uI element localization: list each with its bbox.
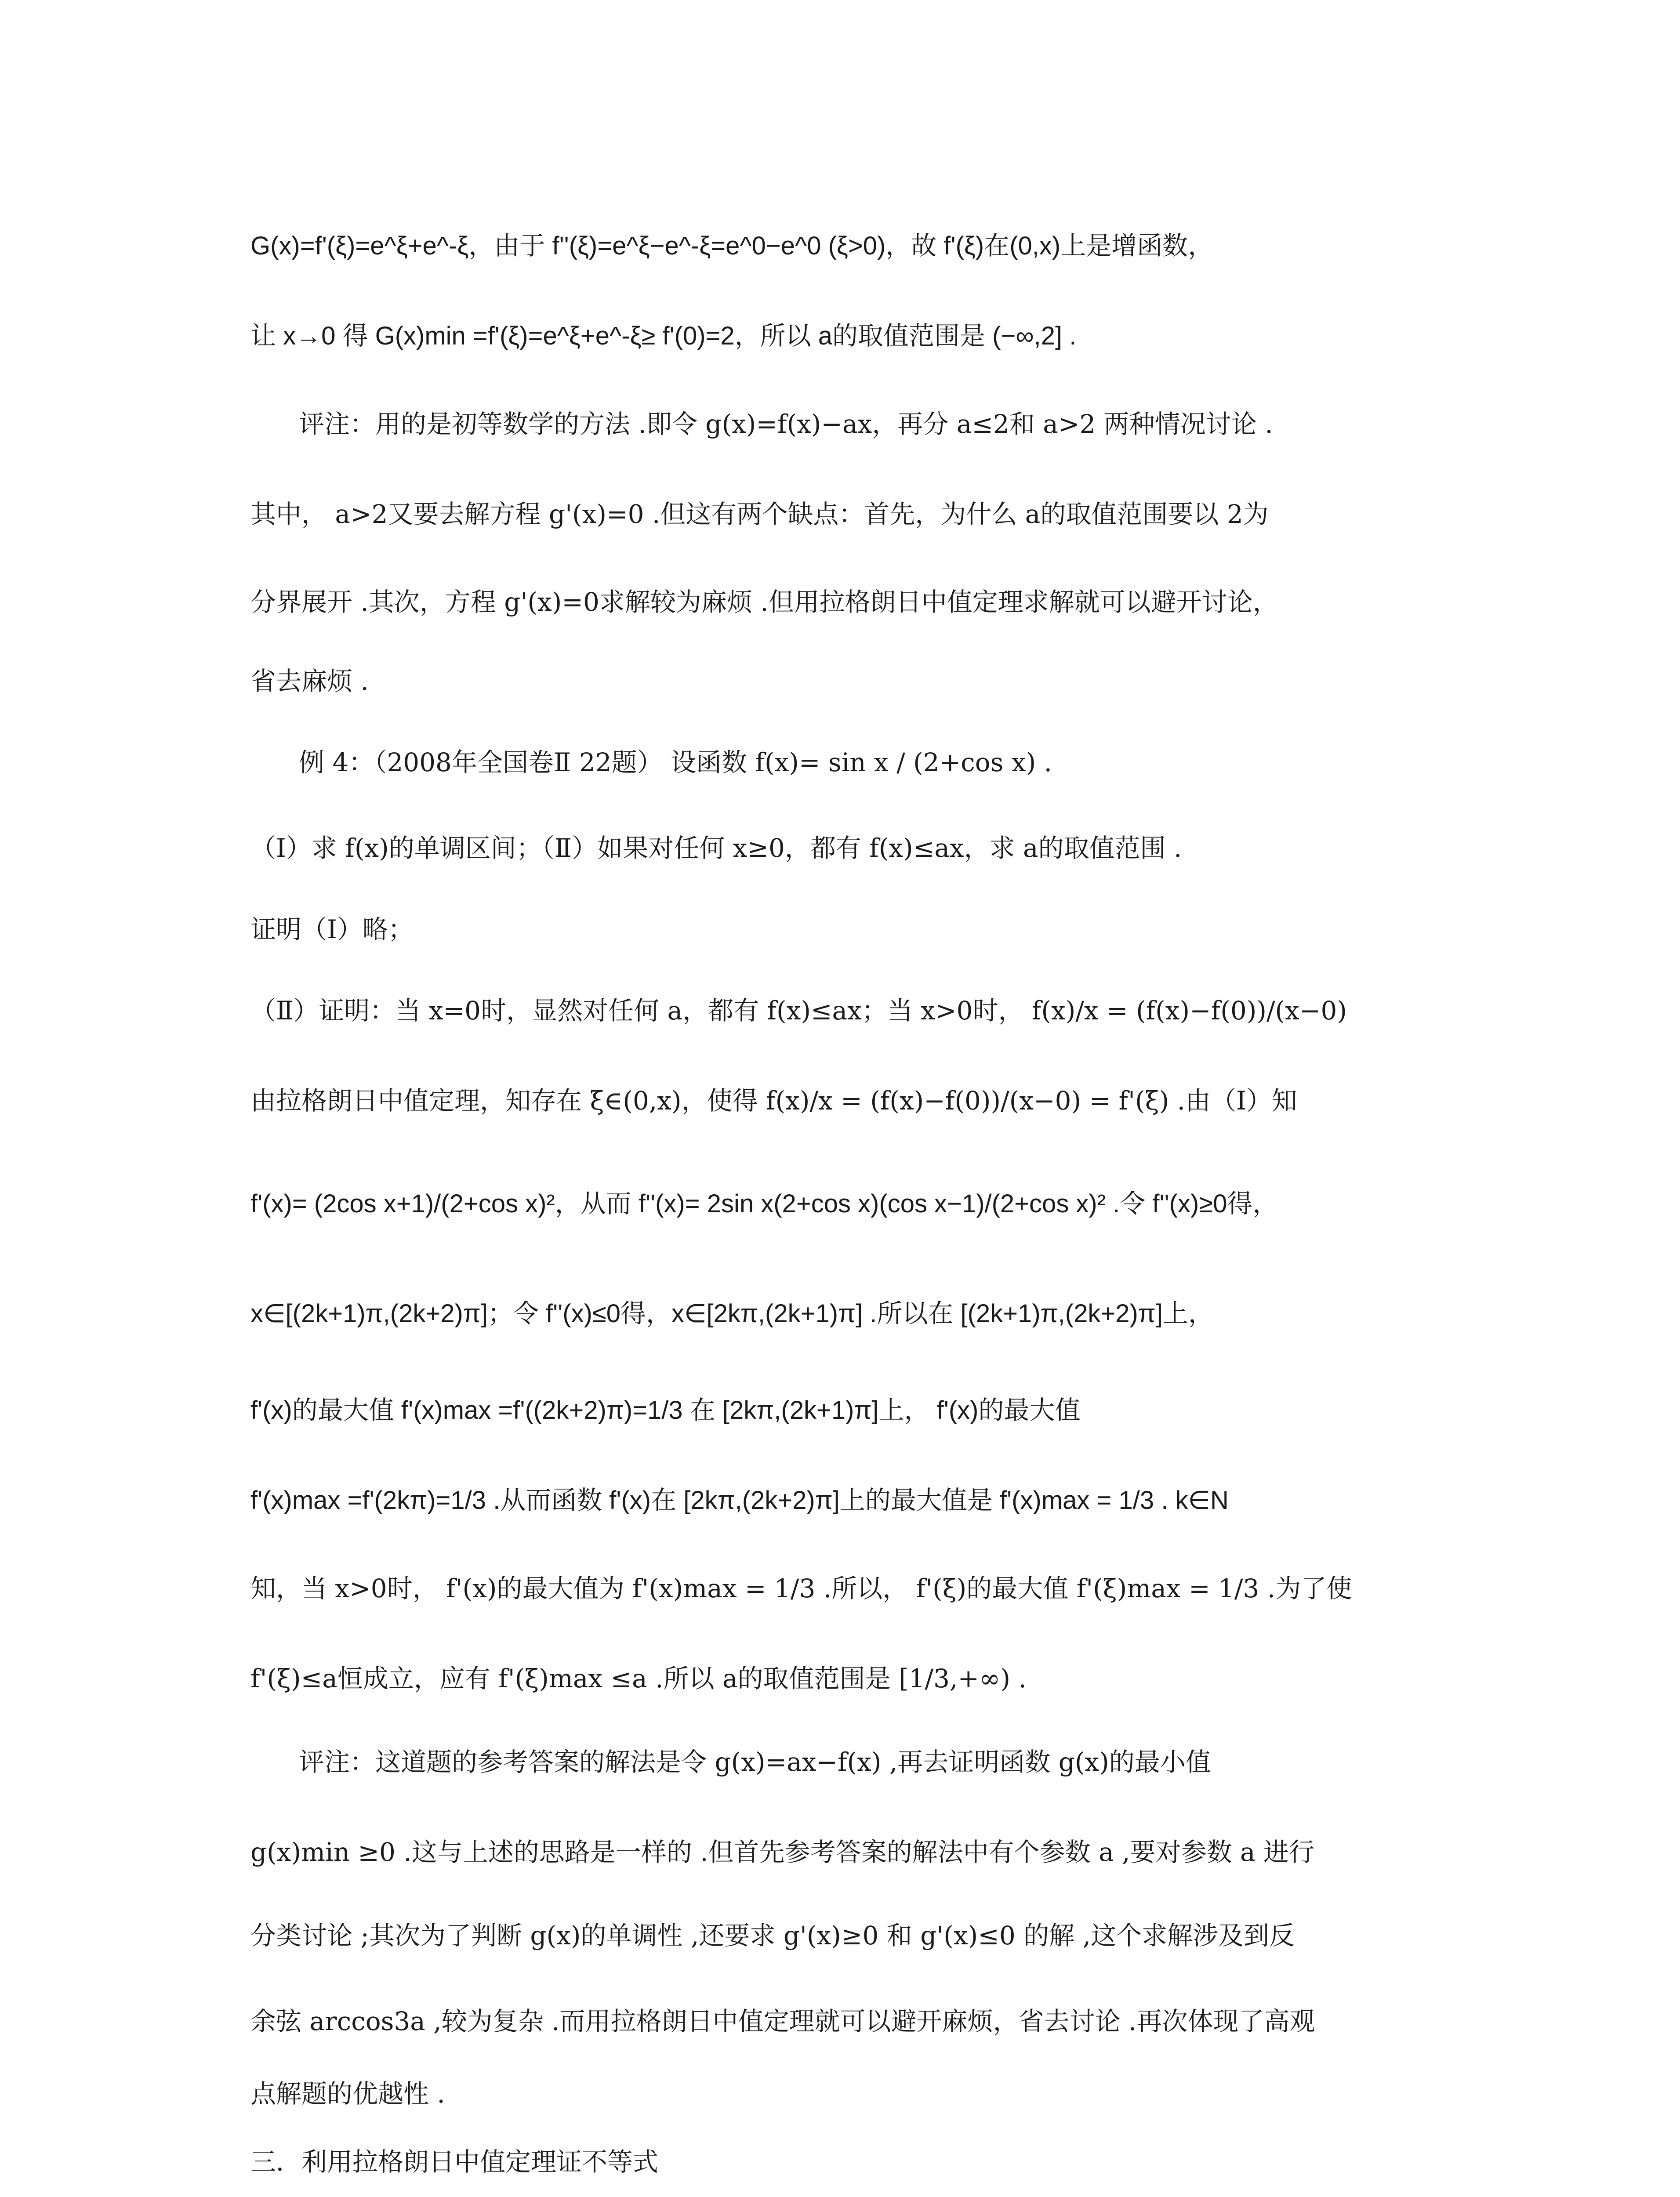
max-value-line-3: 知，当 x>0时， f'(x)的最大值为 f'(x)max = 1/3 .所以， f'(ξ)的最大值 f'(ξ)max = 1/3 .为了使 [250, 1573, 1352, 1603]
remark-line-4: 省去麻烦 . [250, 666, 369, 696]
remark-2-line-4: 余弦 arccos3a ,较为复杂 .而用拉格朗日中值定理就可以避开麻烦，省去讨论 .再次体现了高观 [250, 2006, 1315, 2036]
remark-2-line-3: 分类讨论 ;其次为了判断 g(x)的单调性 ,还要求 g'(x)≥0 和 g'(x)≤0 的解 ,这个求解涉及到反 [250, 1921, 1295, 1950]
example-4-heading: 例 4：（2008年全国卷Ⅱ 22题） 设函数 f(x)= sin x / (2+cos x) . [299, 747, 1052, 777]
proof-part-1: 证明（Ⅰ）略； [250, 914, 414, 944]
remark-2-line-2: g(x)min ≥0 .这与上述的思路是一样的 .但首先参考答案的解法中有个参数 a ,要对参数 a 进行 [250, 1837, 1315, 1867]
remark-2-line-1: 评注：这道题的参考答案的解法是令 g(x)=ax−f(x) ,再去证明函数 g(x)的最小值 [299, 1747, 1211, 1777]
remark-line-2: 其中， a>2又要去解方程 g'(x)=0 .但这有两个缺点：首先，为什么 a的取值范围要以 2为 [250, 499, 1269, 529]
remark-line-1: 评注：用的是初等数学的方法 .即令 g(x)=f(x)−ax，再分 a≤2和 a>2 两种情况讨论 . [299, 409, 1273, 439]
remark-2-line-5: 点解题的优越性 . [250, 2079, 445, 2109]
interval-line: x∈[(2k+1)π,(2k+2)π]；令 f''(x)≤0得，x∈[2kπ,(2k+1)π] .所以在 [(2k+1)π,(2k+2)π]上， [250, 1299, 1214, 1328]
proof-part-2-line-1: （Ⅱ）证明：当 x=0时，显然对任何 a，都有 f(x)≤ax；当 x>0时， f(x)/x = (f(x)−f(0))/(x−0) [250, 996, 1347, 1026]
section-heading: 三．利用拉格朗日中值定理证不等式 [250, 2147, 659, 2177]
derivative-line: f'(x)= (2cos x+1)/(2+cos x)²，从而 f''(x)= 2sin x(2+cos x)(cos x−1)/(2+cos x)² .令 f''(x)≥0得， [250, 1189, 1278, 1218]
text-line-1: G(x)=f'(ξ)=e^ξ+e^-ξ，由于 f''(ξ)=e^ξ−e^-ξ=e^0−e^0 (ξ>0)，故 f'(ξ)在(0,x)上是增函数， [250, 232, 1214, 260]
max-value-line-2: f'(x)max =f'(2kπ)=1/3 .从而函数 f'(x)在 [2kπ,(2k+2)π]上的最大值是 f'(x)max = 1/3 . k∈N [250, 1486, 1229, 1515]
proof-part-2-line-2: 由拉格朗日中值定理，知存在 ξ∈(0,x)，使得 f(x)/x = (f(x)−f(0))/(x−0) = f'(ξ) .由（Ⅰ）知 [250, 1086, 1297, 1116]
conclusion-line: f'(ξ)≤a恒成立，应有 f'(ξ)max ≤a .所以 a的取值范围是 [1/3,+∞) . [250, 1664, 1027, 1693]
problem-statement: （Ⅰ）求 f(x)的单调区间；（Ⅱ）如果对任何 x≥0，都有 f(x)≤ax，求 a的取值范围 . [250, 833, 1182, 863]
remark-line-3: 分界展开 .其次，方程 g'(x)=0求解较为麻烦 .但用拉格朗日中值定理求解就可以避开讨论， [250, 587, 1278, 617]
max-value-line-1: f'(x)的最大值 f'(x)max =f'((2k+2)π)=1/3 在 [2kπ,(2k+1)π]上， f'(x)的最大值 [250, 1396, 1081, 1425]
text-line-2: 让 x→0 得 G(x)min =f'(ξ)=e^ξ+e^-ξ≥ f'(0)=2，所以 a的取值范围是 (−∞,2] . [250, 322, 1077, 350]
